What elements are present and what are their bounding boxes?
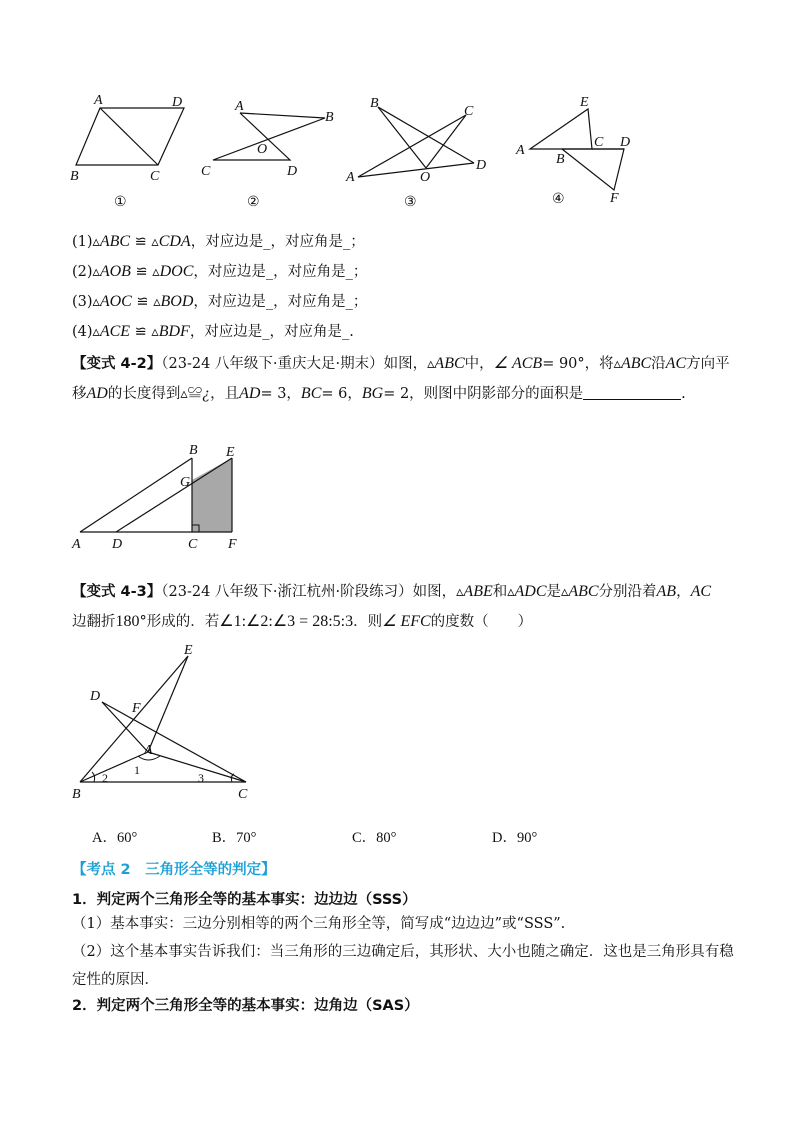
fig2-number: ② bbox=[247, 195, 260, 210]
figure-translation-shaded bbox=[60, 440, 260, 560]
variant-4-3-source: （23-24 八年级下·浙江杭州·阶段练习）如图， bbox=[161, 584, 457, 600]
q1-prefix: (1) bbox=[72, 234, 93, 250]
q4-prefix: (4) bbox=[72, 324, 93, 340]
fig4-label-e: E bbox=[580, 95, 589, 110]
v42-t6: 沿 bbox=[651, 356, 666, 372]
v42-t8: 方向平 bbox=[686, 356, 730, 372]
fig43-label-c: C bbox=[238, 787, 248, 802]
variant-4-3-line1: 【变式 4-3】（23-24 八年级下·浙江杭州·阶段练习）如图，▵ABE和▵ADC是▵ABC分别沿着AB，AC bbox=[72, 583, 712, 600]
v43-l2d: ∠1:∠2:∠3 = 28:5:3 bbox=[219, 613, 354, 630]
figure-parallelogram bbox=[60, 90, 200, 210]
q2-suffix: ，对应边是_，对应角是_； bbox=[193, 264, 368, 280]
section-heading: 【考点 2 三角形全等的判定】 bbox=[72, 862, 276, 878]
figure-translated-triangles bbox=[510, 92, 640, 210]
variant-4-2-line2: 移AD的长度得到▵≌¿，且AD= 3，BC= 6，BG= 2，则图中阴影部分的面积是 . bbox=[72, 385, 686, 402]
point-2-title: 2．判定两个三角形全等的基本事实：边角边（SAS） bbox=[72, 998, 419, 1014]
v42-t7: AC bbox=[665, 355, 687, 372]
variant-4-3-label: 【变式 4-3】 bbox=[72, 584, 162, 600]
variant-4-3-line2 bbox=[72, 612, 532, 632]
figure-crossed-triangles bbox=[195, 95, 345, 210]
fig43-label-b: B bbox=[72, 787, 81, 802]
variant-4-2-source: （23-24 八年级下·重庆大足·期末）如图， bbox=[161, 356, 428, 372]
fig43-angle-1: 1 bbox=[134, 763, 140, 777]
q3-prefix: (3) bbox=[72, 294, 93, 310]
point-1-2b: 定性的原因． bbox=[72, 972, 159, 988]
question-4: (4)▵ACE ≌ ▵BDF，对应边是_，对应角是_. bbox=[72, 323, 354, 340]
fig43-label-d: D bbox=[90, 689, 101, 704]
point-1-1: （1）基本事实：三边分别相等的两个三角形全等，简写成“边边边”或“SSS”. bbox=[72, 916, 566, 932]
v42-l2h: BC bbox=[300, 385, 322, 402]
q2-prefix: (2) bbox=[72, 264, 93, 280]
v43-l2b: 180 bbox=[115, 613, 140, 630]
fig4-label-d: D bbox=[620, 135, 631, 150]
fig3-label-b: B bbox=[370, 96, 379, 111]
fig2-label-o: O bbox=[257, 142, 268, 157]
q2-tri2: DOC bbox=[159, 263, 194, 280]
fig42-label-b: B bbox=[189, 443, 198, 458]
v43-l2e: ．则 bbox=[353, 614, 383, 630]
v42-l2l: . bbox=[681, 386, 686, 402]
option-a[interactable]: A．60° bbox=[92, 830, 138, 846]
fig1-label-d: D bbox=[172, 95, 183, 110]
fig42-label-c: C bbox=[188, 537, 198, 552]
v43-t8: ， bbox=[676, 584, 691, 600]
v43-t2: 和 bbox=[492, 584, 508, 600]
v43-l2c: °形成的．若 bbox=[139, 614, 220, 630]
fig42-label-f: F bbox=[228, 537, 237, 552]
q2-tri1: AOB bbox=[99, 263, 131, 280]
fig43-angle-2: 2 bbox=[102, 771, 108, 785]
fig42-label-a: A bbox=[72, 537, 81, 552]
fig1-label-a: A bbox=[94, 93, 103, 108]
fig42-label-g: G bbox=[180, 475, 191, 490]
question-1: (1)▵ABC ≌ ▵CDA，对应边是_，对应角是_； bbox=[72, 233, 365, 250]
v42-l2g: = 3， bbox=[260, 386, 301, 402]
option-d[interactable]: D．90° bbox=[492, 830, 538, 846]
fig2-label-c: C bbox=[201, 164, 211, 179]
variant-4-2-line1: 【变式 4-2】（23-24 八年级下·重庆大足·期末）如图，▵ABC中，∠ ACB= 90°，将▵ABC沿AC方向平 bbox=[72, 355, 730, 372]
v43-l2f: ∠ EFC bbox=[382, 613, 431, 630]
fig4-label-b: B bbox=[556, 152, 565, 167]
fig2-label-b: B bbox=[325, 110, 334, 125]
fig4-label-c: C bbox=[594, 135, 604, 150]
v42-t3: ∠ ACB bbox=[493, 355, 543, 372]
fig4-number: ④ bbox=[552, 192, 565, 207]
fig42-label-e: E bbox=[226, 445, 235, 460]
v42-l2i: = 6， bbox=[321, 386, 362, 402]
q1-tri2: CDA bbox=[158, 233, 191, 250]
variant-4-2-label: 【变式 4-2】 bbox=[72, 356, 162, 372]
fig3-number: ③ bbox=[404, 195, 417, 210]
point-1-2a: （2）这个基本事实告诉我们：当三角形的三边确定后，其形状、大小也随之确定．这也是三角形具有稳 bbox=[72, 944, 734, 960]
v43-t3: ADC bbox=[514, 583, 547, 600]
fig4-label-f: F bbox=[610, 191, 619, 206]
fig43-label-f: F bbox=[132, 701, 141, 716]
q3-tri1: AOC bbox=[99, 293, 132, 310]
v42-l2e: ，且 bbox=[210, 386, 240, 402]
v43-l2g: 的度数（ ） bbox=[430, 614, 533, 630]
v42-l2d: ¿ bbox=[202, 385, 211, 402]
fig43-angle-3: 3 bbox=[198, 771, 204, 785]
fig3-label-d: D bbox=[476, 158, 487, 173]
option-b[interactable]: B．70° bbox=[212, 830, 257, 846]
v43-t7: AB bbox=[656, 583, 677, 600]
v42-t2: 中， bbox=[464, 356, 494, 372]
option-c[interactable]: C．80° bbox=[352, 830, 397, 846]
q3-suffix: ，对应边是_，对应角是_； bbox=[193, 294, 368, 310]
v42-t4: = 90°，将 bbox=[542, 356, 614, 372]
v42-l2c: 的长度得到 bbox=[107, 386, 181, 402]
q4-suffix: ，对应边是_，对应角是_. bbox=[189, 324, 354, 340]
q4-tri2: BDF bbox=[158, 323, 190, 340]
fig1-label-c: C bbox=[150, 169, 160, 184]
v42-l2f: AD bbox=[239, 385, 261, 402]
fig3-label-c: C bbox=[464, 104, 474, 119]
q4-tri1: ACE bbox=[99, 323, 131, 340]
question-3: (3)▵AOC ≌ ▵BOD，对应边是_，对应角是_； bbox=[72, 293, 368, 310]
fig3-label-o: O bbox=[420, 170, 431, 185]
fig1-number: ① bbox=[114, 195, 127, 210]
v43-t5: ABC bbox=[568, 583, 599, 600]
answer-blank[interactable] bbox=[583, 385, 681, 400]
q1-tri1: ABC bbox=[99, 233, 131, 250]
figure-folded-triangles bbox=[60, 640, 270, 810]
fig43-label-a: A bbox=[144, 743, 153, 758]
question-2: (2)▵AOB ≌ ▵DOC，对应边是_，对应角是_； bbox=[72, 263, 368, 280]
fig1-label-b: B bbox=[70, 169, 79, 184]
v42-l2k: = 2，则图中阴影部分的面积是 bbox=[383, 386, 584, 402]
q3-tri2: BOD bbox=[160, 293, 194, 310]
v42-t5: ABC bbox=[620, 355, 652, 372]
v42-l2j: BG bbox=[361, 385, 384, 402]
v42-l2a: 移 bbox=[72, 386, 87, 402]
v43-t6: 分别沿着 bbox=[598, 584, 657, 600]
v43-l2a: 边翻折 bbox=[72, 614, 116, 630]
fig3-label-a: A bbox=[346, 170, 355, 185]
fig42-label-d: D bbox=[112, 537, 123, 552]
fig43-label-e: E bbox=[184, 643, 193, 658]
q1-suffix: ，对应边是_，对应角是_； bbox=[190, 234, 365, 250]
figure-intersecting-triangles bbox=[340, 95, 500, 210]
fig2-label-d: D bbox=[287, 164, 298, 179]
v43-t4: 是 bbox=[546, 584, 562, 600]
v43-t1: ABE bbox=[463, 583, 493, 600]
fig4-label-a: A bbox=[516, 143, 525, 158]
v42-l2b: AD bbox=[86, 385, 108, 402]
fig2-label-a: A bbox=[235, 99, 244, 114]
v43-t9: AC bbox=[690, 583, 712, 600]
point-1-title: 1．判定两个三角形全等的基本事实：边边边（SSS） bbox=[72, 892, 417, 908]
v42-t1: ABC bbox=[434, 355, 465, 372]
